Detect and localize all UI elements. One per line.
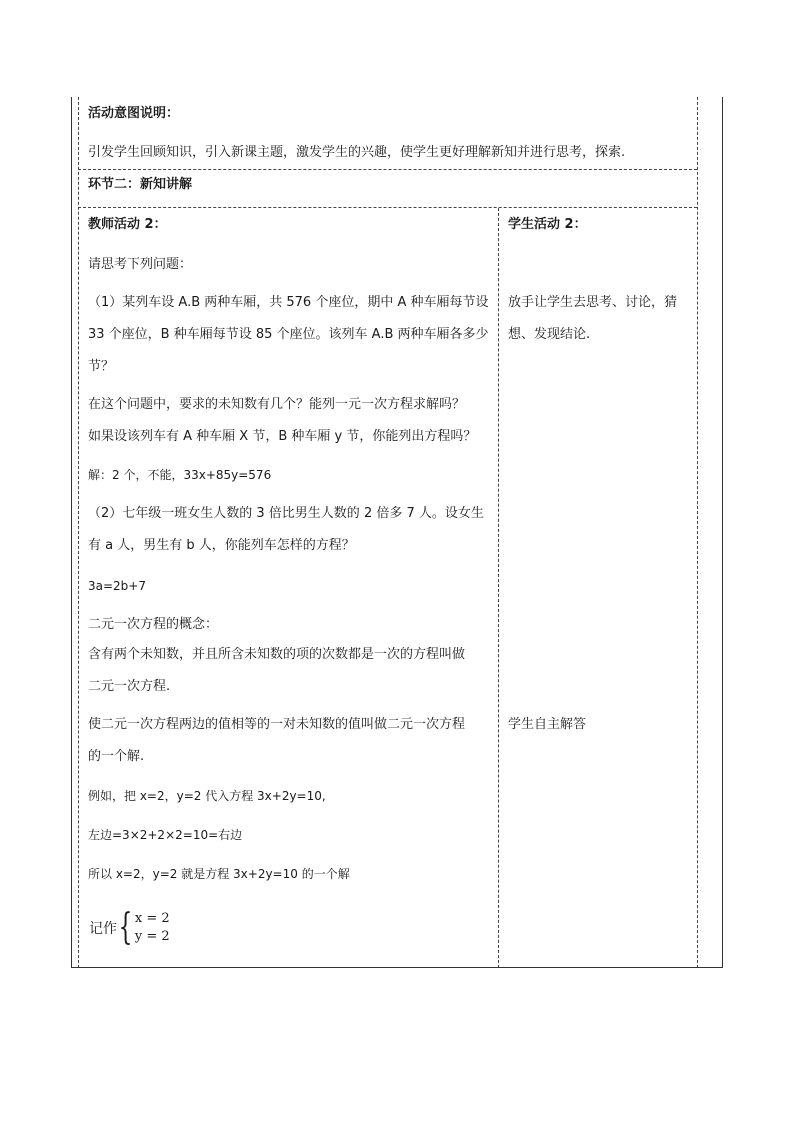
teacher-prompt: 请思考下列问题： (88, 257, 193, 272)
student-activity-heading: 学生活动 2： (508, 217, 587, 232)
question-1-line: （1）某列车设 A.B 两种车厢，共 576 个座位，期中 A 种车厢每节设 (88, 295, 489, 310)
column-divider (498, 208, 499, 968)
solution-definition: 使二元一次方程两边的值相等的一对未知数的值叫做二元一次方程 (88, 717, 466, 732)
intent-heading: 活动意图说明： (88, 106, 180, 121)
question-1-answer: 解：2 个，不能，33x+85y=576 (88, 468, 272, 482)
row-divider (78, 169, 697, 170)
question-1-line: 33 个座位，B 种车厢每节设 85 个座位。该列车 A.B 两种车厢各多少 (88, 327, 489, 342)
table-inner-right-border (697, 97, 698, 968)
section-heading: 环节二：新知讲解 (88, 177, 193, 192)
question-2-answer: 3a=2b+7 (88, 579, 146, 593)
concept-definition: 含有两个未知数，并且所含未知数的项的次数都是一次的方程叫做 (88, 647, 466, 662)
table-outer-right-border (722, 97, 723, 968)
concept-heading: 二元一次方程的概念： (88, 617, 219, 632)
student-activity-text: 放手让学生去思考、讨论，猜 (508, 295, 678, 310)
notation-label: 记作 (89, 921, 117, 937)
system-equation-1: x = 2 (134, 911, 170, 926)
table-bottom-border (71, 967, 723, 968)
student-activity-text: 学生自主解答 (508, 717, 587, 732)
brace-symbol: { (118, 907, 133, 948)
teacher-activity-heading: 教师活动 2： (88, 217, 167, 232)
question-2-line: （2）七年级一班女生人数的 3 倍比男生人数的 2 倍多 7 人。设女生 (88, 506, 484, 521)
question-1-ask: 在这个问题中，要求的未知数有几个？能列一元一次方程求解吗？ (88, 397, 466, 412)
equation-system (89, 907, 170, 948)
solution-definition: 的一个解. (88, 749, 145, 764)
row-divider (78, 207, 697, 208)
example-line: 左边=3×2+2×2=10=右边 (88, 828, 243, 842)
example-line: 所以 x=2，y=2 就是方程 3x+2y=10 的一个解 (88, 867, 350, 881)
table-outer-left-border (71, 97, 72, 968)
question-2-line: 有 a 人，男生有 b 人，你能列车怎样的方程？ (88, 538, 355, 553)
intent-text: 引发学生回顾知识，引入新课主题，激发学生的兴趣，使学生更好理解新知并进行思考，探索. (88, 145, 626, 160)
system-equation-2: y = 2 (134, 929, 170, 944)
example-line: 例如，把 x=2，y=2 代入方程 3x+2y=10, (88, 789, 326, 803)
question-1-line: 节？ (88, 359, 115, 374)
table-inner-left-border (78, 97, 79, 968)
concept-definition: 二元一次方程. (88, 679, 171, 694)
student-activity-text: 想、发现结论. (508, 327, 591, 342)
question-1-ask: 如果设该列车有 A 种车厢 X 节，B 种车厢 y 节，你能列出方程吗？ (88, 429, 477, 444)
